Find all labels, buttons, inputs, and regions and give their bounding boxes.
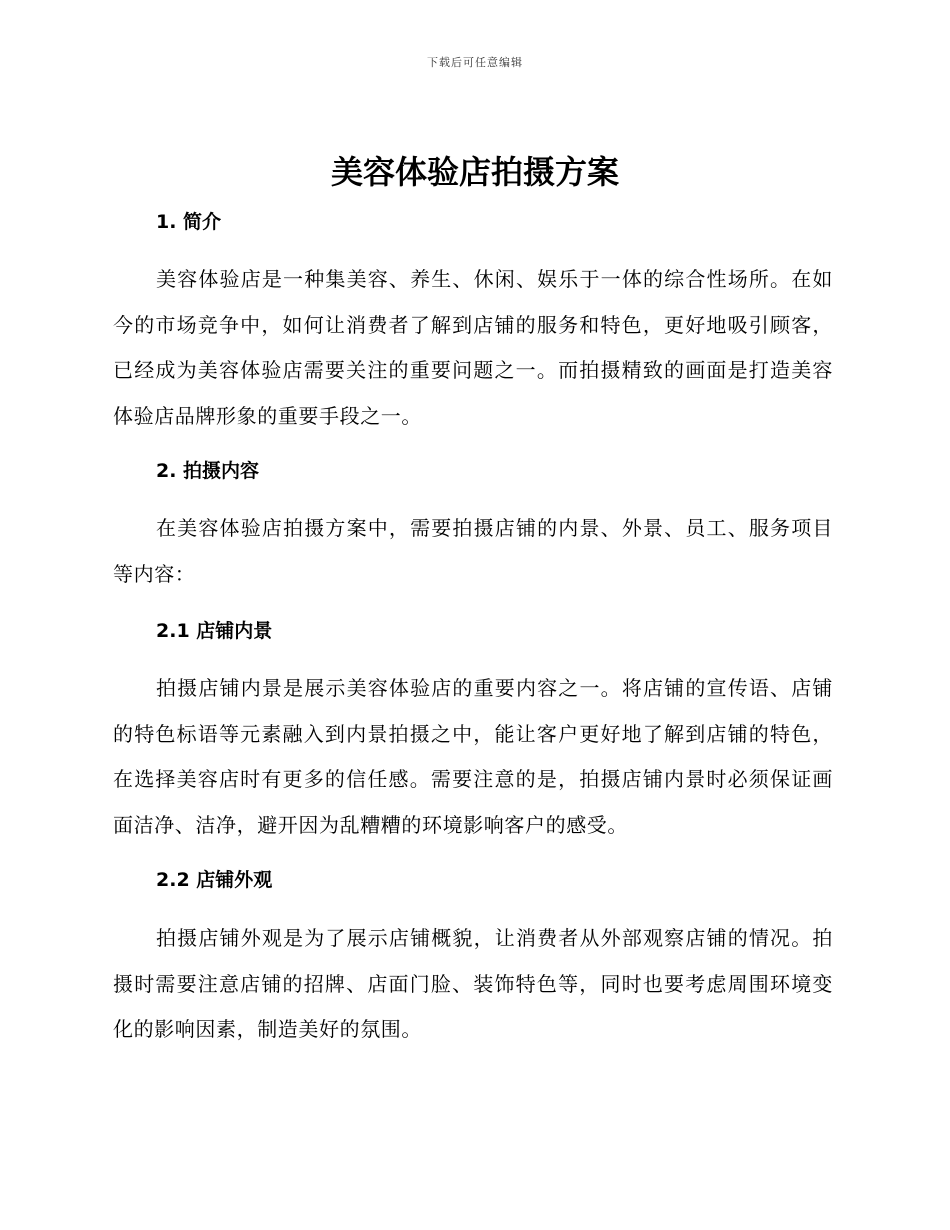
section-body-intro: 美容体验店是一种集美容、养生、休闲、娱乐于一体的综合性场所。在如今的市场竞争中，如何让消费者了解到店铺的服务和特色，更好地吸引顾客，已经成为美容体验店需要关注的重要问题之一。而拍摄精致的画面是打造美容体验店品牌形象的重要手段之一。: [113, 267, 833, 428]
section-body-shooting-content: 在美容体验店拍摄方案中，需要拍摄店铺的内景、外景、员工、服务项目等内容：: [113, 516, 833, 586]
section-heading-shooting-content: 2. 拍摄内容: [156, 460, 260, 482]
section-heading-store-exterior: 2.2 店铺外观: [156, 869, 273, 891]
header-note: 下载后可任意编辑: [427, 56, 523, 69]
section-heading-store-interior: 2.1 店铺内景: [156, 620, 273, 642]
document-title: 美容体验店拍摄方案: [330, 153, 619, 191]
section-heading-intro: 1. 简介: [156, 211, 222, 233]
section-body-store-interior: 拍摄店铺内景是展示美容体验店的重要内容之一。将店铺的宣传语、店铺的特色标语等元素融入到内景拍摄之中，能让客户更好地了解到店铺的特色，在选择美容店时有更多的信任感。需要注意的是，拍摄店铺内景时必须保证画面洁净、洁净，避开因为乱糟糟的环境影响客户的感受。: [113, 676, 833, 837]
section-body-store-exterior: 拍摄店铺外观是为了展示店铺概貌，让消费者从外部观察店铺的情况。拍摄时需要注意店铺的招牌、店面门脸、装饰特色等，同时也要考虑周围环境变化的影响因素，制造美好的氛围。: [113, 926, 833, 1041]
